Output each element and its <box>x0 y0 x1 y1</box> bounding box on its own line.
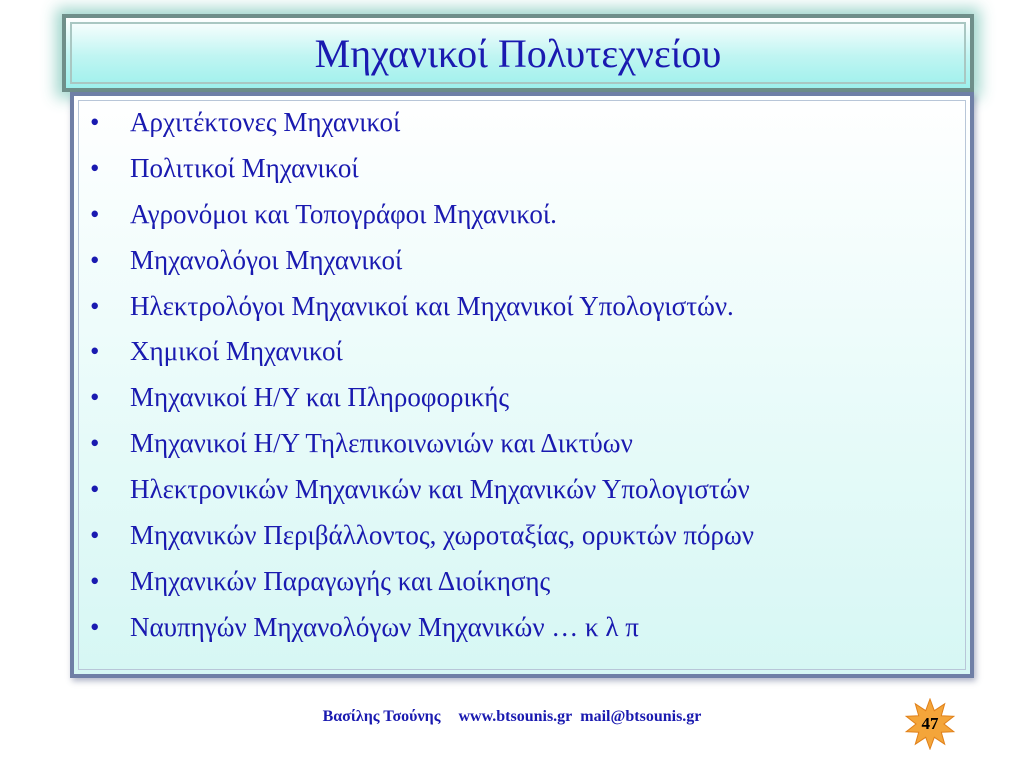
bullet-marker: • <box>90 336 100 367</box>
list-item-text: Μηχανικοί Η/Υ Τηλεπικοινωνιών και Δικτύων <box>130 428 633 459</box>
list-item <box>74 238 970 284</box>
list-item <box>74 329 970 375</box>
list-item-text: Χημικοί Μηχανικοί <box>130 336 343 367</box>
footer <box>0 708 1024 726</box>
content-box <box>70 92 974 678</box>
page-number-badge <box>904 698 956 750</box>
list-item <box>74 421 970 467</box>
bullet-marker: • <box>90 520 100 551</box>
bullet-marker: • <box>90 152 100 183</box>
bullet-marker: • <box>90 428 100 459</box>
bullet-marker: • <box>90 382 100 413</box>
list-item <box>74 559 970 605</box>
page-number: 47 <box>921 714 939 733</box>
slide-title: Μηχανικοί Πολυτεχνείου <box>314 31 722 76</box>
bullet-marker: • <box>90 244 100 275</box>
list-item-text: Μηχανικών Περιβάλλοντος, χωροταξίας, ορυκτών πόρων <box>130 520 755 551</box>
bullet-marker: • <box>90 198 100 229</box>
list-item-text: Μηχανολόγοι Μηχανικοί <box>130 244 403 275</box>
list-item <box>74 467 970 513</box>
footer-email[interactable]: mail@btsounis.gr <box>580 708 702 725</box>
footer-author: Βασίλης Τσούνης <box>322 708 441 725</box>
list-item <box>74 375 970 421</box>
list-item <box>74 284 970 330</box>
bullet-marker: • <box>90 565 100 596</box>
bullet-marker: • <box>90 107 100 137</box>
bullet-list <box>74 100 970 651</box>
list-item-text: Μηχανικών Παραγωγής και Διοίκησης <box>130 565 551 596</box>
list-item-text: Ηλεκτρονικών Μηχανικών και Μηχανικών Υπολογιστών <box>130 474 750 505</box>
bullet-marker: • <box>90 611 100 642</box>
list-item <box>74 100 970 146</box>
list-item-text: Αγρονόμοι και Τοπογράφοι Μηχανικοί. <box>130 198 557 229</box>
list-item-text: Ναυπηγών Μηχανολόγων Μηχανικών … κ λ π <box>130 611 639 642</box>
list-item-text: Μηχανικοί Η/Υ και Πληροφορικής <box>130 382 510 413</box>
list-item-text: Πολιτικοί Μηχανικοί <box>130 152 359 183</box>
list-item-text: Ηλεκτρολόγοι Μηχανικοί και Μηχανικοί Υπολογιστών. <box>130 290 734 321</box>
title-box <box>62 14 974 92</box>
list-item <box>74 192 970 238</box>
bullet-marker: • <box>90 474 100 505</box>
bullet-marker: • <box>90 290 100 321</box>
list-item-text: Αρχιτέκτονες Μηχανικοί <box>130 107 401 137</box>
footer-website[interactable]: www.btsounis.gr <box>458 708 573 725</box>
list-item <box>74 513 970 559</box>
list-item <box>74 146 970 192</box>
list-item <box>74 605 970 651</box>
